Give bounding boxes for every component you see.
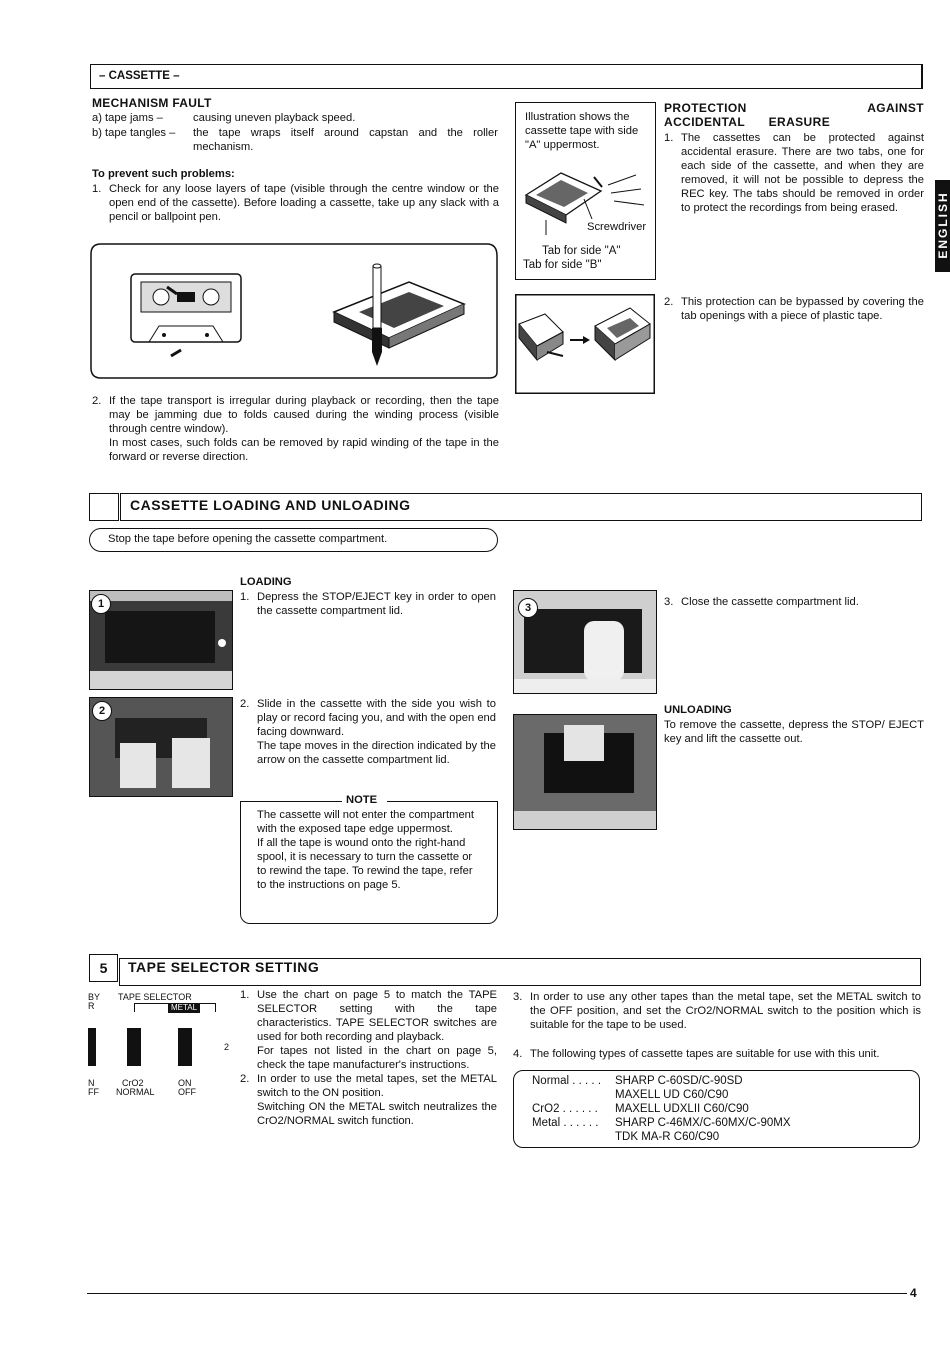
loading-section-number: 3 [100,499,108,515]
tape-model-metal-2: TDK MA-R C60/C90 [615,1131,720,1143]
unloading-title: UNLOADING [664,704,732,716]
warning-text: Stop the tape before opening the cassette compartment. [108,533,388,545]
selector-panel [88,986,231,1098]
panel-n: N [88,1078,95,1088]
selector-item-3-text: In order to use any other tapes than the metal tape, set the METAL switch to the OFF position, and set the CrO2/NORMAL switch to the position which is suitable for the tape to be used. [530,991,921,1031]
selector-item-1b: For tapes not listed in the chart on page 5, check the tape manufacturer's instructions. [257,1045,497,1071]
tab-a-label: Tab for side "A" [542,245,621,257]
photo-1-number: 1 [91,594,111,614]
panel-normal: NORMAL [116,1087,155,1097]
metal-switch[interactable] [178,1028,192,1066]
cassette-header-title: – CASSETTE – [99,70,180,82]
panel-on: ON [178,1078,192,1088]
tape-type-metal: Metal . . . . . . [532,1117,599,1129]
loading-section-number-box [89,493,119,521]
fault-b-text: the tape wraps itself around capstan and the roller mechanism. [193,127,498,153]
selector-item-1a: Use the chart on page 5 to match the TAPE SELECTOR setting with the tape characteristics. TAPE SELECTOR switches are used for both recording and playback. [257,989,497,1043]
footer-rule [87,1293,907,1294]
panel-r: R [88,1001,95,1011]
tape-cover-illustration [515,294,655,394]
panel-ff: FF [88,1087,99,1097]
mechanism-item-2b: In most cases, such folds can be removed by rapid winding of the tape in the forward or reverse direction. [109,437,499,463]
tape-type-normal: Normal . . . . . [532,1075,602,1087]
fault-a-label: a) tape jams – [92,112,163,124]
cro2-switch[interactable] [127,1028,141,1066]
page-number: 4 [910,1286,917,1300]
fault-a-text: causing uneven playback speed. [193,112,356,124]
tape-model-normal-2: MAXELL UD C60/C90 [615,1089,729,1101]
fault-b-label: b) tape tangles – [92,127,176,139]
mechanism-fault-title: MECHANISM FAULT [92,96,212,110]
tab-b-label: Tab for side "B" [523,259,602,271]
selector-section-number-box [89,954,118,982]
screwdriver-label: Screwdriver [587,221,647,233]
loading-step-2b: The tape moves in the direction indicated by the arrow on the cassette compartment lid. [257,740,496,766]
language-tab [935,180,950,272]
selector-item-2b: Switching ON the METAL switch neutralizes the CrO2/NORMAL switch function. [257,1101,497,1127]
panel-metal: METAL [168,1003,200,1013]
photo-3-number: 3 [518,598,538,618]
cassette-header-box [90,64,923,89]
panel-2: 2 [224,1042,230,1052]
panel-by: BY [88,992,101,1002]
mechanism-item-2a: If the tape transport is irregular during playback or recording, then the tape may be jamming due to folds caused during the winding process (visible through centre window). [109,395,499,435]
selector-item-4-text: The following types of cassette tapes are suitable for use with this unit. [530,1048,880,1060]
panel-off: OFF [178,1087,196,1097]
note-text-b: If all the tape is wound onto the right-hand spool, it is necessary to turn the cassette or to rewind the tape. To rewind the tape, refer to the instructions on page 5. [257,837,473,891]
tape-model-metal-1: SHARP C-46MX/C-60MX/C-90MX [615,1117,791,1129]
pencil-cassette-illustration [89,242,499,380]
note-text-a: The cassette will not enter the compartment with the exposed tape edge uppermost. [257,809,475,835]
loading-section-title: CASSETTE LOADING AND UNLOADING [130,497,411,513]
photo-2-number: 2 [92,701,112,721]
tape-model-cro2: MAXELL UDXLII C60/C90 [615,1103,749,1115]
tab-illustration-caption: Illustration shows the cassette tape with side "A" uppermost. [525,111,639,151]
panel-title: TAPE SELECTOR [118,992,192,1002]
selector-section-number: 5 [99,960,108,976]
panel-cro2: CrO2 [122,1078,144,1088]
tape-model-normal-1: SHARP C-60SD/C-90SD [615,1075,743,1087]
photo-unloading [513,714,657,830]
loading-step-2a: Slide in the cassette with the side you wish to play or record facing you, and with the open end facing downward. [257,698,496,738]
tape-type-cro2: CrO2 . . . . . . [532,1103,598,1115]
protection-item-1-text: The cassettes can be protected against accidental erasure. There are two tabs, one for each side of the cassette, and when they are removed, it will not be possible to depress the REC key. The tabs should be removed in order to protect the recordings from being erased. [681,132,924,214]
loading-step-3-text: Close the cassette compartment lid. [681,596,859,608]
note-body [257,808,480,892]
note-rule-right [387,801,497,802]
note-rule-left [240,801,342,802]
loading-title: LOADING [240,576,292,588]
selector-item-2a: In order to use the metal tapes, set the METAL switch to the ON position. [257,1073,497,1099]
selector-section-title: TAPE SELECTOR SETTING [128,959,320,975]
protection-item-2-text: This protection can be bypassed by covering the tab openings with a piece of plastic tape. [681,296,924,322]
prevent-item-1-text: Check for any loose layers of tape (visible through the centre window or the open end of the cassette). Before loading a cassette, take up any slack with a pencil or ballpoint pen. [109,183,499,223]
loading-step-1-text: Depress the STOP/EJECT key in order to open the cassette compartment lid. [257,591,496,617]
note-title: NOTE [346,794,378,806]
panel-left-bar [88,1028,96,1066]
prevent-title: To prevent such problems: [92,168,235,180]
unloading-text: To remove the cassette, depress the STOP/ EJECT key and lift the cassette out. [664,719,924,745]
language-tab-label: ENGLISH [936,191,950,259]
protection-title: PROTECTION AGAINST ACCIDENTAL ERASURE [664,101,924,129]
